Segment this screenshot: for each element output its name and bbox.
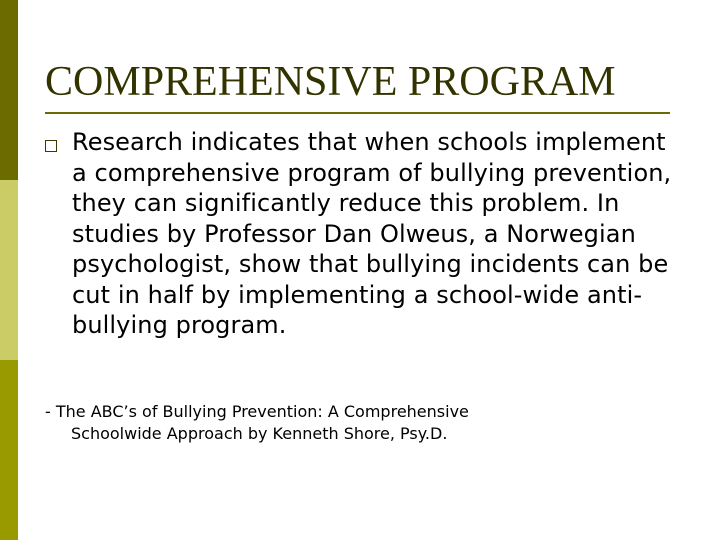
side-bar-top bbox=[0, 0, 18, 180]
citation bbox=[45, 401, 685, 445]
hollow-square-bullet-icon bbox=[45, 140, 57, 152]
citation-line-2: Schoolwide Approach by Kenneth Shore, Psy.D. bbox=[71, 424, 448, 443]
bullet-text: Research indicates that when schools implement a comprehensive program of bullying prevention, they can significantly reduce this problem. In studies by Professor Dan Olweus, a Norwegian psychologist, show that bullying incidents can be cut in half by implementing a school-wide anti-bullying program. bbox=[72, 128, 672, 339]
side-bar-bottom bbox=[0, 360, 18, 540]
title-underline bbox=[45, 112, 670, 114]
slide-title: COMPREHENSIVE PROGRAM bbox=[45, 59, 616, 105]
side-bar-middle bbox=[0, 180, 18, 360]
citation-line-1: - The ABC’s of Bullying Prevention: A Comprehensive bbox=[45, 402, 469, 421]
